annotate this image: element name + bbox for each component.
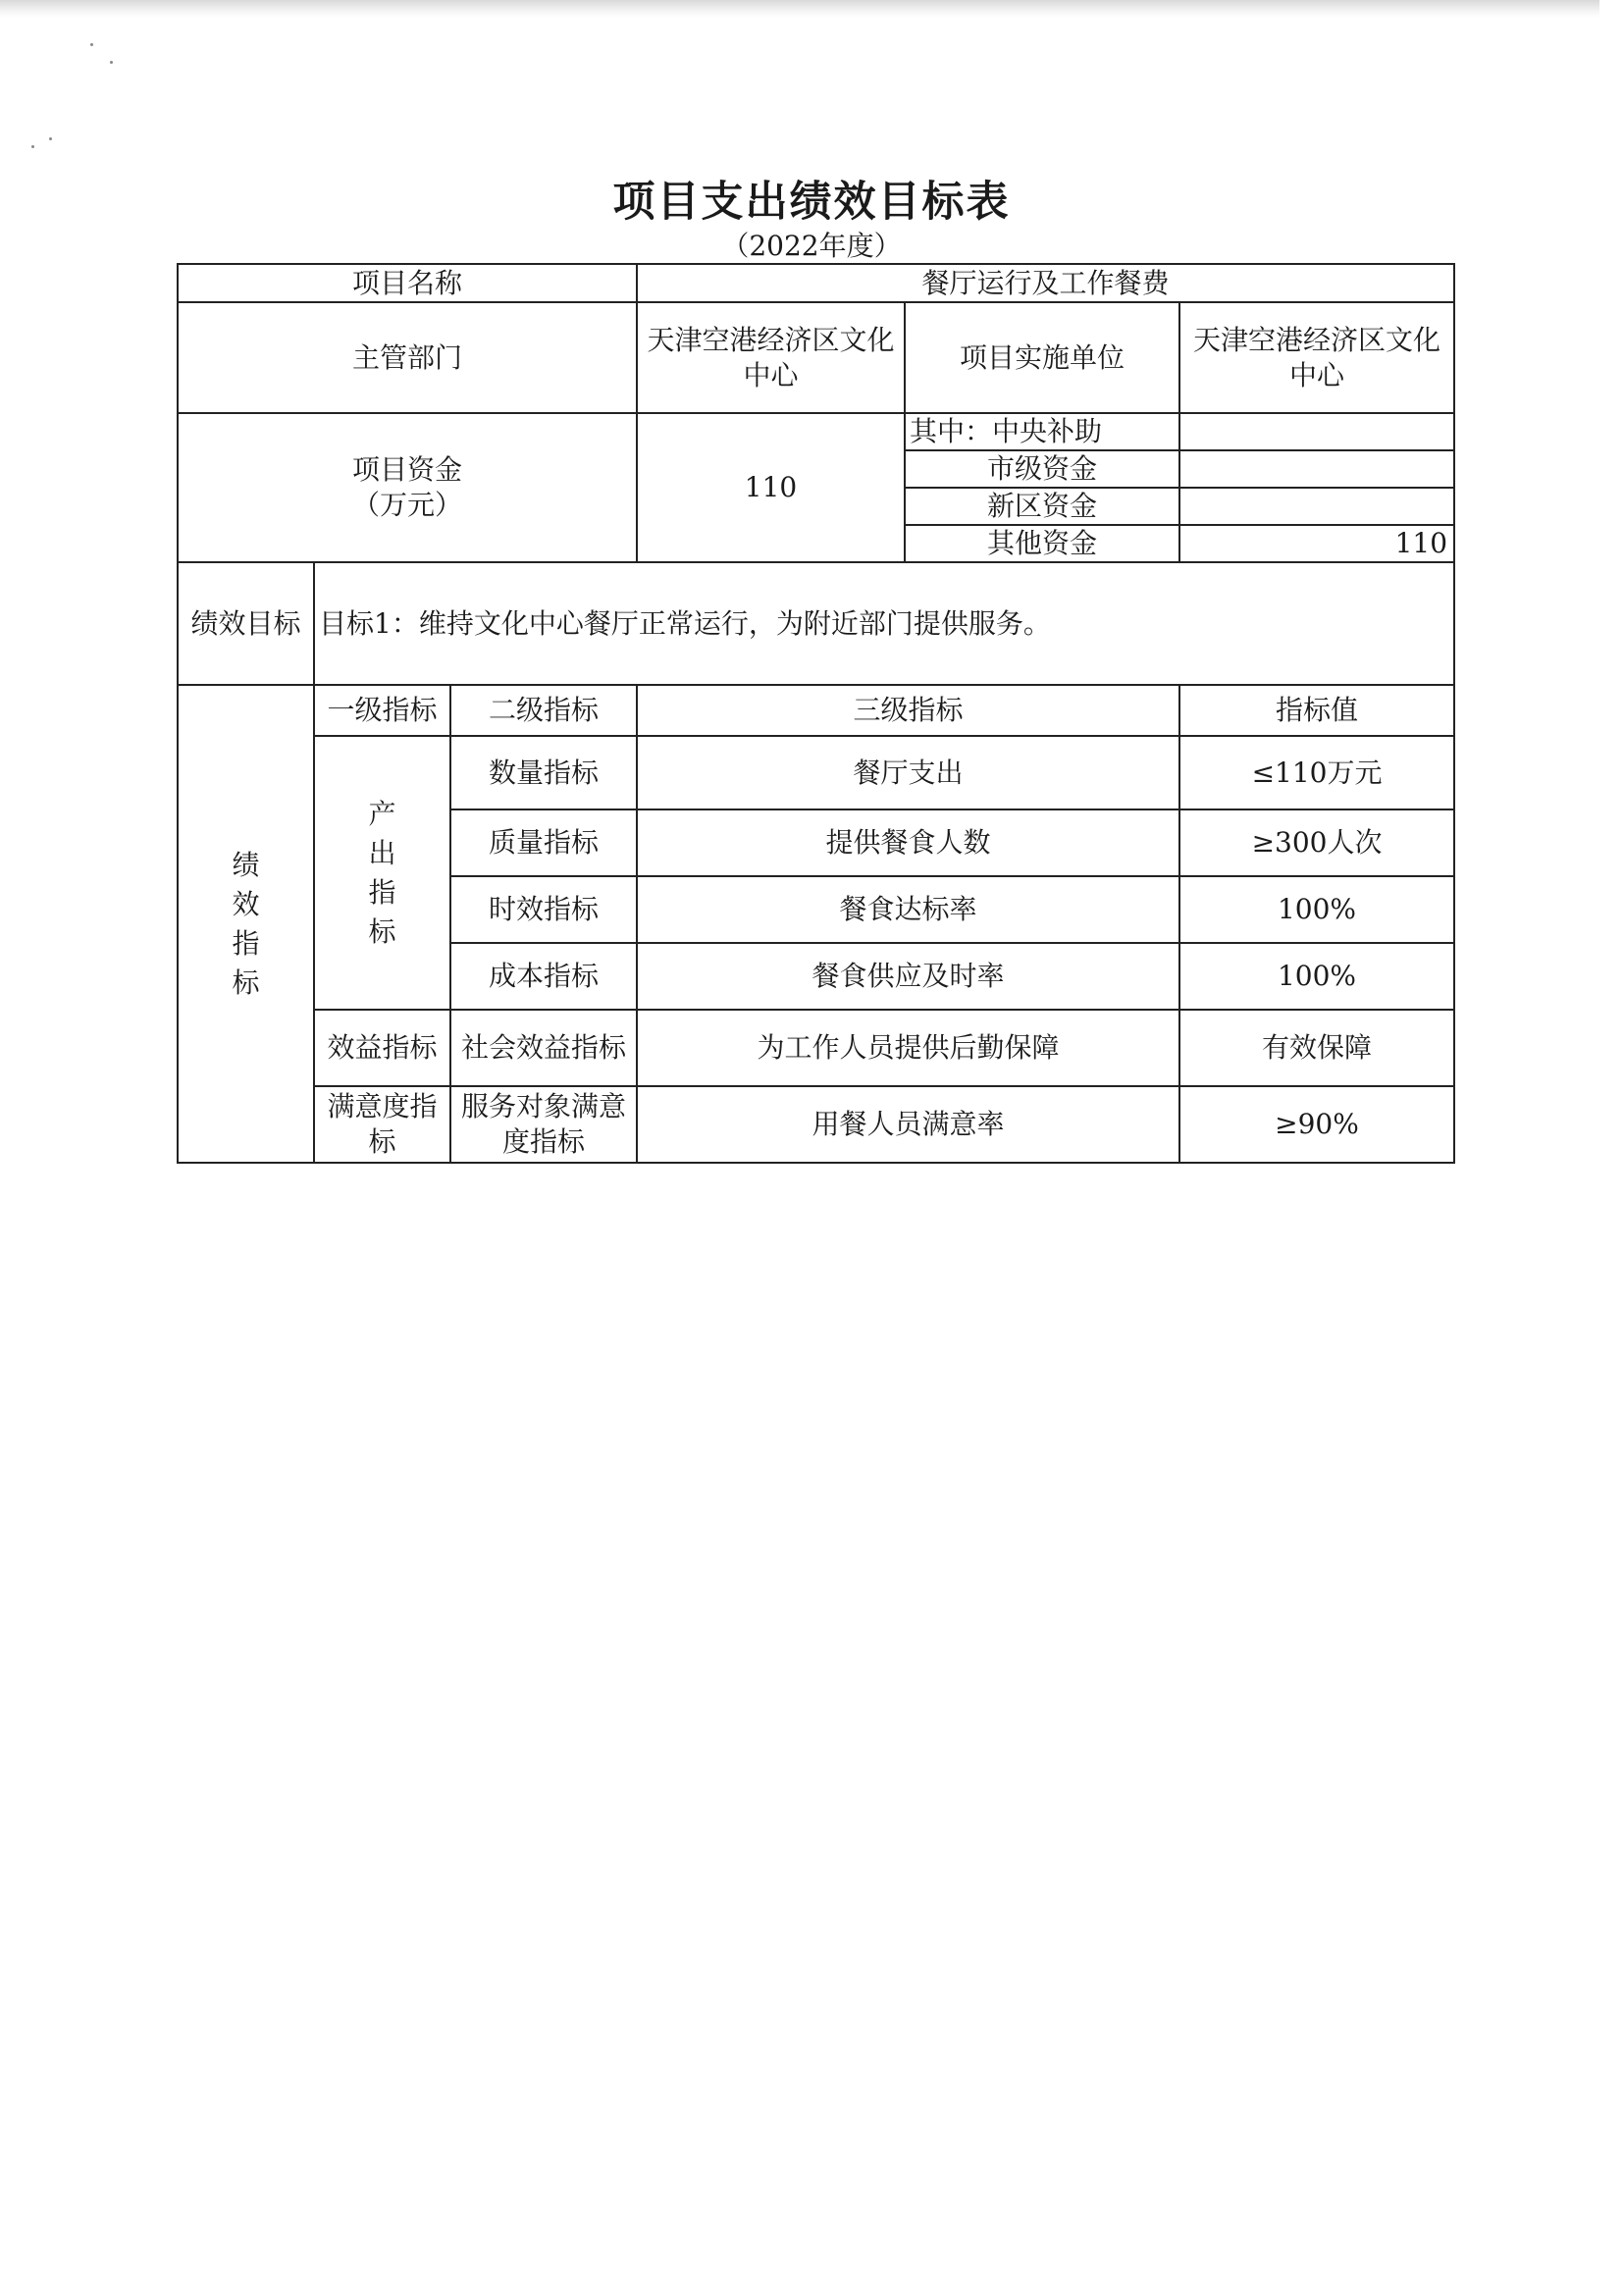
- scan-top-edge: [0, 0, 1599, 18]
- table-row-level2: 成本指标: [450, 943, 637, 1010]
- page-subtitle: （2022年度）: [721, 230, 902, 262]
- header-level3: 三级指标: [637, 685, 1179, 736]
- project-name-value: 餐厅运行及工作餐费: [637, 264, 1454, 302]
- satisfaction-level2: 服务对象满意度指标: [450, 1086, 637, 1163]
- funds-total: 110: [637, 413, 905, 562]
- dept-label: 主管部门: [178, 302, 637, 413]
- funds-central-label: 其中：中央补助: [905, 413, 1179, 450]
- table-row-level2: 时效指标: [450, 876, 637, 943]
- table-row-value: ≤110万元: [1179, 736, 1454, 809]
- header-level2: 二级指标: [450, 685, 637, 736]
- funds-other-label: 其他资金: [905, 525, 1179, 562]
- funds-label-cell: [178, 413, 637, 562]
- impl-unit-value: 天津空港经济区文化中心: [1179, 302, 1454, 413]
- performance-target-table: [177, 263, 1455, 1164]
- funds-city-value: [1179, 450, 1454, 488]
- satisfaction-level1: 满意度指标: [314, 1086, 450, 1163]
- funds-district-value: [1179, 488, 1454, 525]
- header-value: 指标值: [1179, 685, 1454, 736]
- table-row-level3: 餐食达标率: [637, 876, 1179, 943]
- table-row-value: 100%: [1179, 943, 1454, 1010]
- table-row-level2: 质量指标: [450, 809, 637, 876]
- indicators-section-text: 绩效指标: [232, 848, 260, 999]
- header-level1: 一级指标: [314, 685, 450, 736]
- indicators-section-label: [178, 685, 314, 1163]
- funds-unit: （万元）: [351, 489, 462, 521]
- benefit-value: 有效保障: [1179, 1010, 1454, 1086]
- satisfaction-value: ≥90%: [1179, 1086, 1454, 1163]
- funds-other-value: 110: [1179, 525, 1454, 562]
- scan-speck: [90, 43, 93, 46]
- table-row-level3: 餐厅支出: [637, 736, 1179, 809]
- satisfaction-level3: 用餐人员满意率: [637, 1086, 1179, 1163]
- scan-speck: [110, 61, 113, 64]
- page-title: 项目支出绩效目标表: [612, 178, 1011, 227]
- scan-speck: [49, 137, 52, 140]
- output-indicator-text: 产出指标: [368, 797, 396, 948]
- table-row-level3: 餐食供应及时率: [637, 943, 1179, 1010]
- table-row-level3: 提供餐食人数: [637, 809, 1179, 876]
- impl-unit-label: 项目实施单位: [905, 302, 1179, 413]
- funds-central-value: [1179, 413, 1454, 450]
- benefit-level2: 社会效益指标: [450, 1010, 637, 1086]
- project-name-label: 项目名称: [178, 264, 637, 302]
- scan-speck: [31, 145, 34, 148]
- benefit-level3: 为工作人员提供后勤保障: [637, 1010, 1179, 1086]
- dept-value: 天津空港经济区文化中心: [637, 302, 905, 413]
- funds-district-label: 新区资金: [905, 488, 1179, 525]
- funds-label: 项目资金: [351, 453, 462, 486]
- output-indicator-label: [314, 736, 450, 1010]
- funds-city-label: 市级资金: [905, 450, 1179, 488]
- benefit-level1: 效益指标: [314, 1010, 450, 1086]
- table-row-level2: 数量指标: [450, 736, 637, 809]
- goal-text: 目标1：维持文化中心餐厅正常运行，为附近部门提供服务。: [314, 562, 1454, 685]
- table-row-value: 100%: [1179, 876, 1454, 943]
- goal-label: 绩效目标: [178, 562, 314, 685]
- table-row-value: ≥300人次: [1179, 809, 1454, 876]
